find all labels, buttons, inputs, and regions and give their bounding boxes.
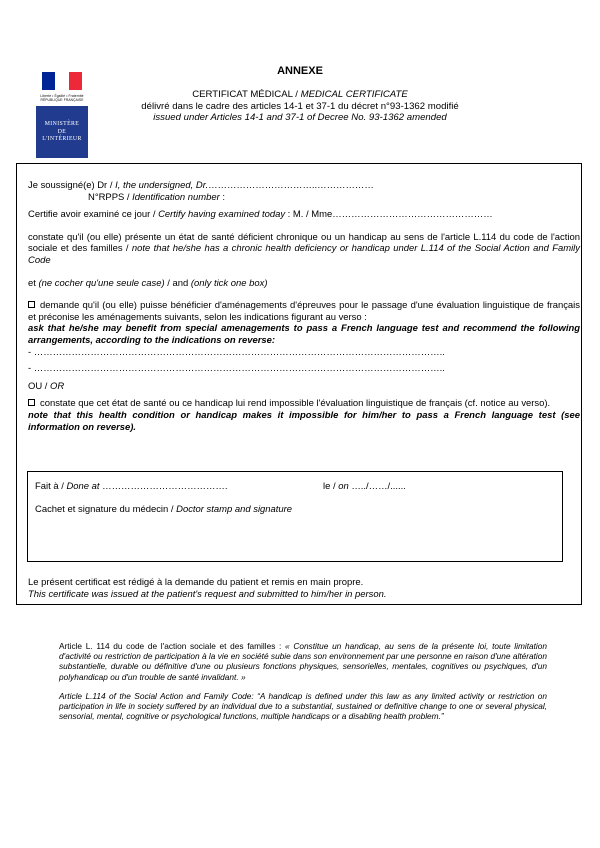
examined-line[interactable] [28,209,580,221]
tick-instruction [28,278,580,290]
title-fr: CERTIFICAT MÉDICAL / [192,89,301,100]
certificate-form [28,180,580,433]
doctor-name-field[interactable]: ……………………………..……………… [208,180,374,191]
certificate-header [0,89,600,124]
tick-sep: / and [164,277,191,289]
date-en: on [338,481,349,492]
header-decree-en: issued under Articles 14-1 and 37-1 of Decree No. 93-1362 amended [153,112,447,124]
impossible-checkbox[interactable] [28,399,35,406]
legal-footnote [59,641,547,721]
closing-en: This certificate was issued at the patient's request and submitted to him/her in person. [28,588,387,600]
arrangement-line-2[interactable]: - ………………………………………………………………………………………………………………….. [28,363,445,375]
or-fr: OU / [28,380,51,392]
tick-en: (only tick one box) [190,277,268,289]
option-impossible [28,398,580,410]
stamp-en: Doctor stamp and signature [176,504,293,515]
date-field[interactable] [323,481,406,492]
option-arrangements [28,300,580,323]
rpps-field[interactable]: : [219,191,226,203]
undersigned-fr: Je soussigné(e) Dr / [28,180,116,191]
impossible-en: note that this health condition or handicap makes it impossible for him/her to pass a French language test (see information on reverse). [28,409,580,433]
stamp-fr: Cachet et signature du médecin / [35,504,177,515]
diagnosis-fr: constate qu'il (ou elle) présente un état de santé déficient chronique ou un handicap au sens de l'article L.114 du code de l'action sociale et des familles / [28,231,580,255]
arrangements-en: ask that he/she may benefit from special amenagements to pass a French language test and recommend the following arrangements, according to the indications on reverse: [28,323,580,346]
done-at-field[interactable] [35,481,227,492]
undersigned-en: I, the undersigned, Dr. [115,180,209,191]
certificate-title [0,89,600,101]
diagnosis-en: note that he/she has a chronic health deficiency or handicap under L.114 of the Social Action and Family Code [28,243,580,266]
diagnosis-paragraph [28,232,580,267]
doctor-stamp-field[interactable] [35,504,292,515]
closing-statement [28,577,580,600]
date-fr: le / [323,481,339,492]
examined-fr: Certifie avoir examiné ce jour / [28,209,159,221]
footnote-fr-intro: Article L. 114 du code de l'action sociale et des familles : [59,641,286,651]
tick-fr: (ne cocher qu'une seule case) [38,277,165,289]
or-separator [28,381,580,393]
arrangement-line-1[interactable]: - ………………………………………………………………………………………………………………….. [28,346,445,358]
republique-francaise-caption: Liberté • Égalité • Fraternité RÉPUBLIQUE FRANÇAISE [40,94,84,102]
annexe-title: ANNEXE [277,65,323,77]
or-en: OR [50,380,65,392]
closing-fr: Le présent certificat est rédigé à la demande du patient et remis en main propre. [28,577,364,588]
undersigned-line[interactable] [28,180,580,192]
patient-name-field[interactable]: : M. / Mme…………………………………………… [285,209,493,221]
rpps-fr: N°RPPS / [88,191,133,203]
footnote-en: Article L.114 of the Social Action and Family Code: “A handicap is defined under this law as any limited activity or restriction on participation in life in society suffered by an individual due to a substantial, sustained or definitive change to one or several physical, sensorial, mental, cognitive or psychological functions, multiple handicaps or a disabling health problem.” [59,690,547,722]
header-decree-fr: délivré dans le cadre des articles 14-1 et 37-1 du décret n°93-1362 modifié [141,100,459,112]
rpps-line[interactable] [28,192,580,204]
done-at-en: Done at [66,481,100,492]
done-at-fr: Fait à / [35,481,67,492]
impossible-fr: constate que cet état de santé ou ce handicap lui rend impossible l'évaluation linguistique de français (cf. notice au verso). [40,398,551,410]
footnote-fr [59,641,547,682]
arrangements-fr: demande qu'il (ou elle) puisse bénéficier d'aménagements d'épreuves pour le passage d'une évaluation linguistique de français et préconise les aménagements suivants, selon les indications figurant au verso : [28,300,580,323]
done-at-dots: …………………………………. [99,481,228,492]
title-en: MEDICAL CERTIFICATE [300,89,408,100]
examined-en: Certify having examined today [158,209,286,221]
rpps-en: Identification number [132,191,220,203]
ministere-interieur-logo: MINISTÈRE DE L'INTÉRIEUR [36,106,88,158]
tick-prefix: et [28,277,39,289]
footnote-fr-quote: « Constitue un handicap, au sens de la présente loi, toute limitation d'activité ou restriction de participation à la vie en société subie dans son environnement par une personne en raison d'une altération substantielle, durable ou définitive d'une ou plusieurs fonctions physiques, sensorielles, mentales, cognitives ou psychiques, d'un polyhandicap ou d'un trouble de santé invalidant. » [59,641,547,682]
date-dots: …../……/...... [348,481,406,492]
arrangements-checkbox[interactable] [28,301,35,308]
